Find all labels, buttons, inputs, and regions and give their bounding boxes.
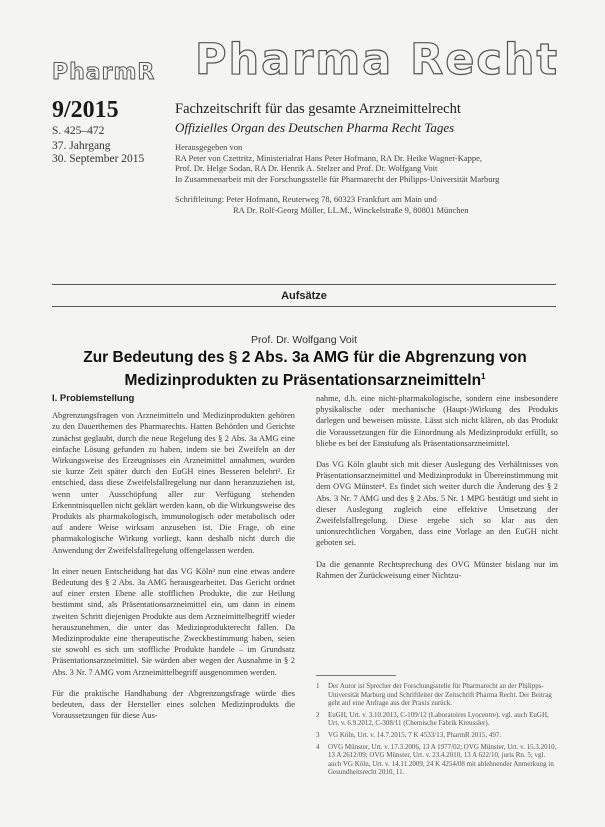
footnote-rule bbox=[316, 675, 396, 676]
editors-line: In Zusammenarbeit mit der Forschungsstelle für Pharmarecht der Philipps-Universität Marburg bbox=[175, 173, 500, 184]
paragraph: nahme, d.h. eine nicht-pharmakologische, sondern eine insbesondere physikalische oder mechanische (Haupt-)Wirkung des Produkts darlegen und beweisen müsste. Lässt sich nicht klären, ob das Produkt die Voraussetzungen für die Einordnung als Medizinprodukt erfüllt, so bliebe es bei der Einstufung als Präsentationsarzneimittel. bbox=[316, 394, 558, 448]
paragraph: In einer neuen Entscheidung hat das VG Köln³ nun eine etwas andere Bedeutung des § 2 Abs. 3a AMG herausgearbeitet. Das Gericht ordnet auf einer ersten Ebene alle stofflichen Produkte, die zur Heilung bestimmt sind, als Präsentationsarzneimittel ein, um dann in einem zweiten Schritt diejenigen Produkte aus dem Arzneimittelbegriff wieder herauszunehmen, die unter das Medizinprodukterecht fallen. Da Medizinprodukte eine therapeutische Zweckbestimmung haben, seien sie sowohl es sich um stoffliche Produkte handele – im Grundsatz Präsentationsarzneimittel. Sie würden aber wegen der Ausnahme in § 2 Abs. 3 Nr. 7 AMG vom Arzneimittelbegriff ausgenommen werden. bbox=[52, 566, 295, 677]
journal-logo-small: PharmR bbox=[52, 60, 156, 85]
editors-line: RA Peter von Czettritz, Ministerialrat Hans Peter Hofmann, RA Dr. Heike Wagner-Kappe, bbox=[175, 152, 483, 163]
journal-subtitle: Fachzeitschrift für das gesamte Arzneimittelrecht bbox=[175, 101, 461, 117]
left-column bbox=[52, 393, 295, 731]
editors-block bbox=[175, 142, 555, 184]
section-heading: Aufsätze bbox=[281, 290, 327, 302]
editorial-block bbox=[175, 194, 555, 215]
journal-organ: Offizielles Organ des Deutschen Pharma Recht Tages bbox=[175, 120, 455, 135]
page-range: S. 425–472 bbox=[52, 125, 105, 137]
footnote: 1 Der Autor ist Sprecher der Forschungsstelle für Pharmarecht an der Philipps-Universität Marburg und Schriftleiter der Zeitschrift Pharma Recht. Der Beitrag geht auf eine Anfrage aus der Praxis zurück. bbox=[316, 682, 552, 708]
footnote-ref: 1 bbox=[481, 372, 486, 381]
section-rule-top bbox=[52, 284, 556, 285]
editors-label: Herausgegeben von bbox=[175, 142, 243, 152]
footnote: 3 VG Köln, Urt. v. 14.7.2015, 7 K 4533/13, PharmR 2015, 497. bbox=[316, 730, 502, 739]
paragraph: Das VG Köln glaubt sich mit dieser Auslegung des Verhältnisses von Präsentationsarzneimittel und Medizinprodukt in Übereinstimmung mit dem OVG Münster⁴. Es findet sich weiter durch die Änderung des § 2 Abs. 3 Nr. 7 AMG und des § 2 Abs. 5 Nr. 1 MPG bestätigt und sieht in dieser Auslegung zugleich eine effektive Umsetzung der Zweifelsfallregelung. Diese ergebe sich so klar aus den unionsrechtlichen Vorgaben, dass eine Vorlage an den EuGH nicht geboten sei. bbox=[316, 460, 558, 548]
issue-number: 9/2015 bbox=[52, 97, 119, 123]
volume: 37. Jahrgang bbox=[52, 140, 111, 152]
paragraph: Abgrenzungsfragen von Arzneimitteln und Medizinprodukten gehören zu den Dauerthemen des Pharmarechts. Hatten Behörden und Gerichte zunächst geglaubt, durch die neue Regelung des § 2 Abs. 3a AMG eine einfache Lösung gefunden zu haben, indem sie bei Zweifeln an der Wirkungsweise des Erzeugnisses ein Arzneimittel annahmen, wurden sie kurze Zeit später durch den EuGH eines Besseren belehrt². Er entschied, dass diese Zweifelsfallregelung nur dann heranzuziehen ist, wenn unter Ausschöpfung aller zur Verfügung stehenden Erkenntnisquellen nicht geklärt werden kann, ob die Wirkungsweise des Produkts als pharmakologisch, immunologisch oder metabolisch oder auf andere Weise wirksam anzusehen ist. Die Frage, ob eine pharmakologische Wirkung vorliegt, kann deshalb nicht durch die Anwendung der Zweifelsfallregelung offengelassen werden. bbox=[52, 411, 295, 555]
footnotes bbox=[316, 682, 558, 780]
right-column bbox=[316, 393, 558, 591]
section-subheading: I. Problemstellung bbox=[52, 393, 135, 404]
editors-line: Prof. Dr. Helge Sodan, RA Dr. Henrik A. Stelzer and Prof. Dr. Wolfgang Voit bbox=[175, 163, 438, 173]
article-title-line: Medizinprodukten zu Präsentationsarzneimitteln$^1$ bbox=[124, 372, 486, 390]
editorial-line: Schriftleitung: Peter Hofmann, Reuterweg 78, 60323 Frankfurt am Main und bbox=[175, 194, 437, 204]
paragraph: Für die praktische Handhabung der Abgrenzungsfrage würde dies bedeuten, dass der Hersteller eines solchen Medizinprodukts die Voraussetzungen für diese Aus- bbox=[52, 688, 295, 721]
article-title-line: Zur Bedeutung des § 2 Abs. 3a AMG für die Abgrenzung von bbox=[83, 349, 527, 366]
article-author: Prof. Dr. Wolfgang Voit bbox=[250, 334, 358, 346]
paragraph: Da die genannte Rechtsprechung des OVG Münster bislang nur im Rahmen der Zurückweisung einer Nichtzu- bbox=[316, 559, 558, 580]
editorial-line: RA Dr. Rolf-Georg Müller, LL.M., Winckelstraße 9, 80801 München bbox=[233, 204, 469, 215]
footnote: 4 OVG Münster, Urt. v. 17.3.2006, 13 A 1977/02; OVG Münster, Urt. v. 15.3.2010, 13 A 2612/09; OVG Münster, Urt. v. 23.4.2010, 13 A 622/10, juris Rn. 5; vgl. auch VG Köln, Urt. v. 14.11.2009, 24 K 4254/08 mit ablehnender Anmerkung in Gesundheitsrecht 2010, 11. bbox=[316, 742, 557, 777]
article-title bbox=[80, 348, 530, 390]
footnote: 2 EuGH, Urt. v. 3.10.2013, C-109/12 (Laboratoires Lyocentre), vgl. auch EuGH, Urt. v. 6.9.2012, C-308/11 (Chemische Fabrik Kreussler). bbox=[316, 710, 549, 728]
section-rule-bottom bbox=[52, 306, 556, 307]
issue-date: 30. September 2015 bbox=[52, 153, 145, 165]
journal-logo: Pharma Recht bbox=[195, 35, 560, 85]
